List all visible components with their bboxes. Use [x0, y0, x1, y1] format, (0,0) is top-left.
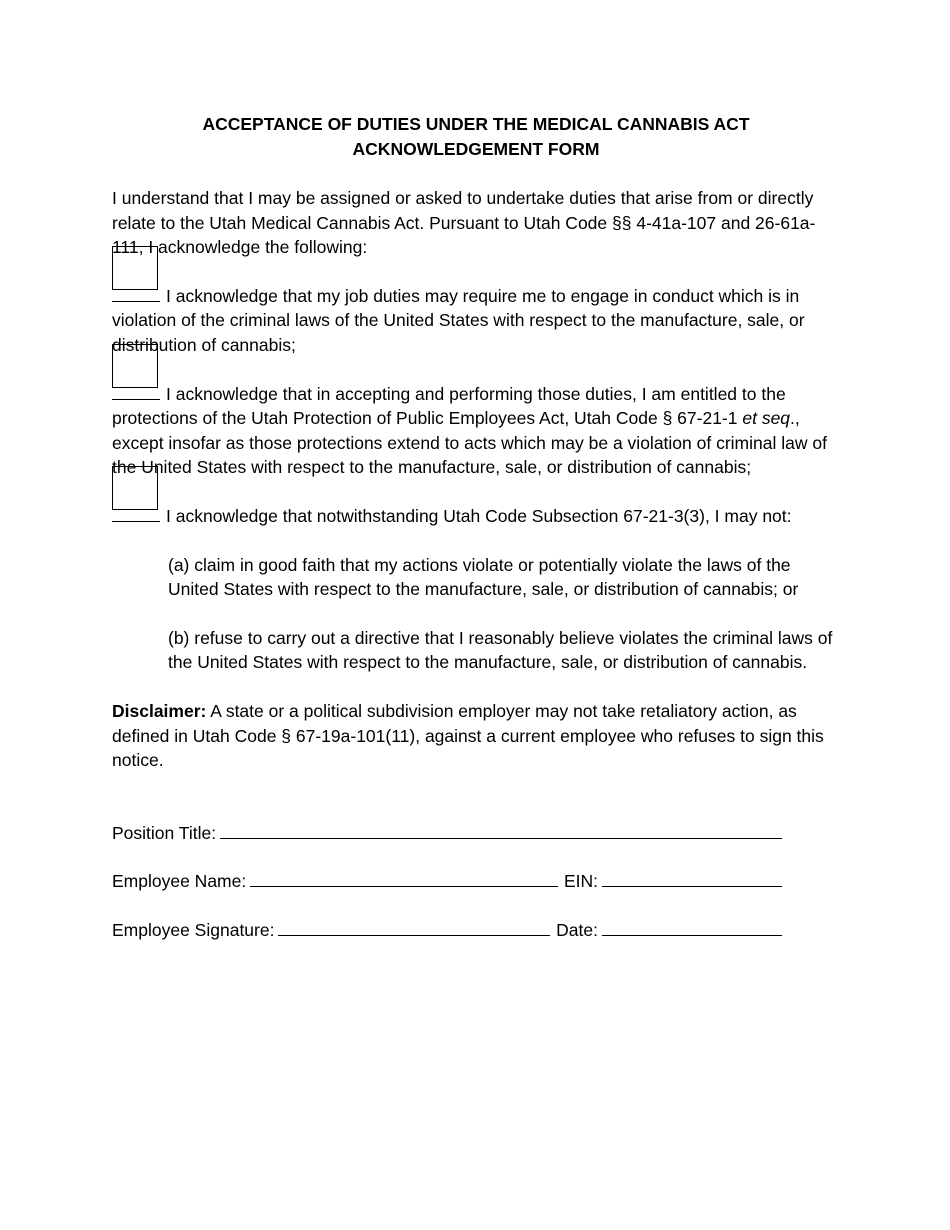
acknowledgement-3-checkbox[interactable]: [112, 466, 158, 510]
acknowledgement-2: [112, 382, 840, 480]
position-title-label: Position Title:: [112, 822, 217, 843]
employee-signature-label: Employee Signature:: [112, 919, 275, 940]
ein-field[interactable]: [602, 869, 782, 887]
employee-name-label: Employee Name:: [112, 871, 247, 892]
ein-label: EIN:: [563, 871, 598, 892]
employee-signature-row: [112, 918, 782, 943]
acknowledgement-2-checkbox[interactable]: [112, 344, 158, 388]
employee-name-field[interactable]: [250, 869, 558, 887]
position-title-field[interactable]: [220, 821, 782, 839]
acknowledgement-1: [112, 284, 840, 358]
date-field[interactable]: [602, 918, 782, 936]
employee-name-row: [112, 869, 782, 894]
form-page: [112, 112, 840, 966]
acknowledgement-3-text: I acknowledge that notwithstanding Utah Code Subsection 67-21-3(3), I may not:: [166, 505, 792, 526]
acknowledgement-2-text-after: ., except insofar as those protections extend to acts which may be a violation of criminal law of the United States with respect to the manufacture, sale, or distribution of cannabis;: [112, 408, 827, 478]
acknowledgement-1-checkbox[interactable]: [112, 246, 158, 290]
acknowledgement-2-italic: et seq: [742, 408, 791, 429]
disclaimer-label: Disclaimer:: [112, 700, 207, 721]
subitem-a: (a) claim in good faith that my actions violate or potentially violate the laws of the United States with respect to the manufacture, sale, or distribution of cannabis; or: [168, 554, 799, 600]
signature-fields: [112, 821, 840, 943]
acknowledgement-3: [112, 504, 840, 529]
acknowledgement-2-text-before: I acknowledge that in accepting and performing those duties, I am entitled to the protections of the Utah Protection of Public Employees Act, Utah Code § 67-21-1: [112, 383, 786, 429]
disclaimer-text: A state or a political subdivision employer may not take retaliatory action, as defined in Utah Code § 67-19a-101(11), against a current employee who refuses to sign this notice.: [112, 700, 824, 771]
date-label: Date:: [556, 919, 598, 940]
intro-paragraph: I understand that I may be assigned or asked to undertake duties that arise from or directly relate to the Utah Medical Cannabis Act. Pursuant to Utah Code §§ 4-41a-107 and 26-61a-111, I acknowledge the following:: [112, 188, 816, 258]
employee-signature-field[interactable]: [278, 918, 550, 936]
disclaimer-paragraph: [112, 699, 840, 773]
subitem-b: (b) refuse to carry out a directive that I reasonably believe violates the criminal laws of the United States with respect to the manufacture, sale, or distribution of cannabis.: [168, 627, 833, 673]
form-title: ACCEPTANCE OF DUTIES UNDER THE MEDICAL CANNABIS ACT ACKNOWLEDGEMENT FORM: [202, 114, 750, 159]
position-title-row: [112, 821, 782, 846]
acknowledgement-1-text: I acknowledge that my job duties may require me to engage in conduct which is in violation of the criminal laws of the United States with respect to the manufacture, sale, or distribution of cannabis;: [112, 285, 805, 355]
